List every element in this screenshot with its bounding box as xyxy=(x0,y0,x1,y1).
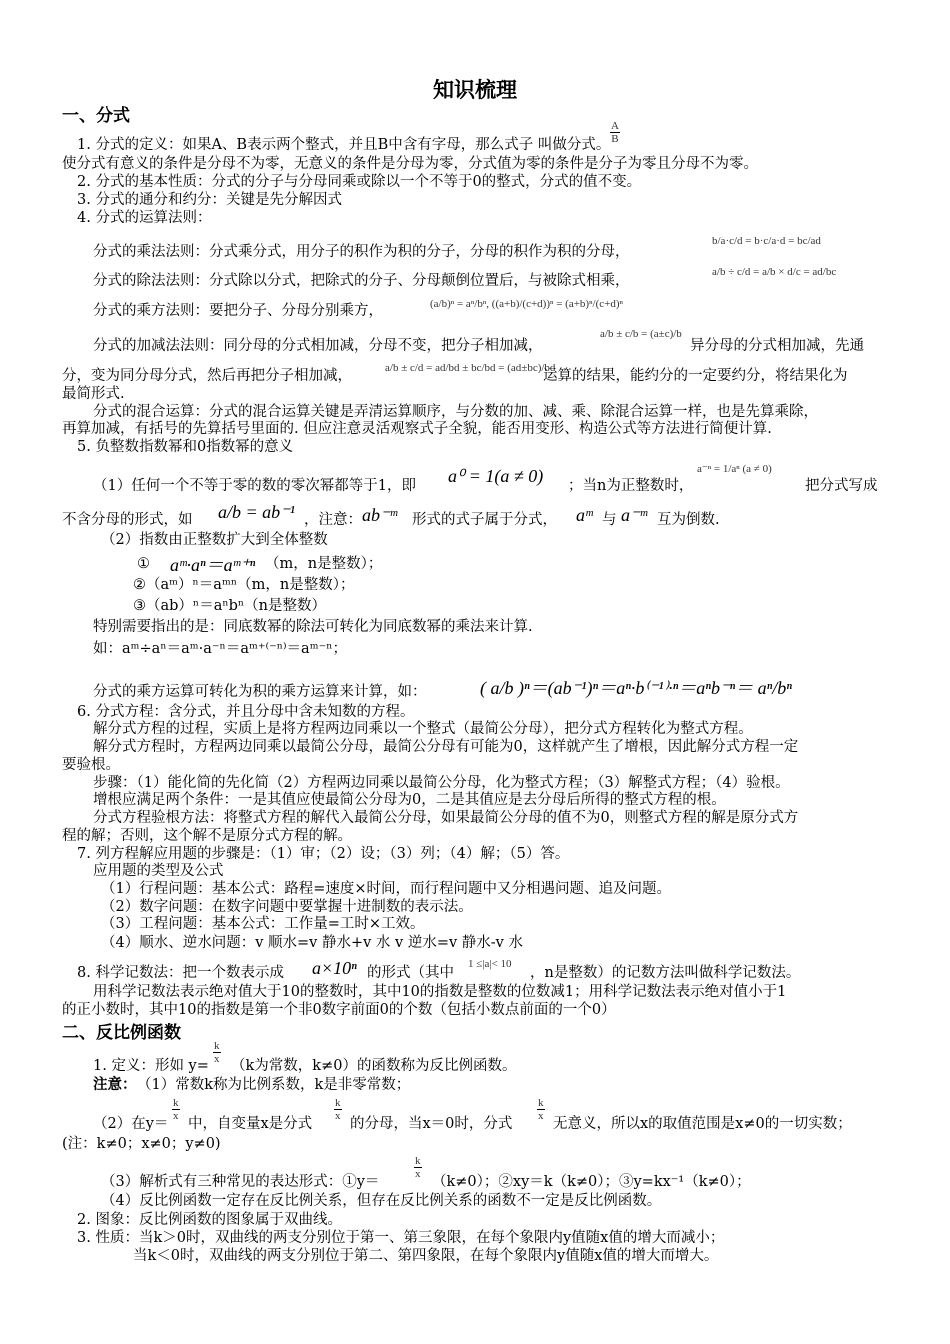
text-line: 当k＜0时，双曲线的两支分别位于第二、第四象限，在每个象限内y值随x值的增大而增大。 xyxy=(133,1248,719,1264)
text-line: （3）解析式有三种常见的表达形式：①y＝ xyxy=(101,1174,380,1190)
text-line: 分式的混合运算：分式的混合运算关键是弄清运算顺序，与分数的加、减、乘、除混合运算一样，也是先算乘除， xyxy=(93,404,818,420)
text-line: 3. 性质：当k＞0时，双曲线的两支分别位于第一、第三象限，在每个象限内y值随x值的增大而减小； xyxy=(77,1230,725,1246)
text-line: 使分式有意义的条件是分母不为零，无意义的条件是分母为零，分式值为零的条件是分子为零且分母不为零。 xyxy=(62,156,758,172)
text-line: （1）行程问题：基本公式：路程=速度×时间，而行程问题中又分相遇问题、追及问题。 xyxy=(101,881,672,897)
text-line: （1）任何一个不等于零的数的零次幂都等于1，即 xyxy=(93,478,416,494)
text-line: 2. 图象：反比例函数的图象属于双曲线。 xyxy=(77,1212,342,1228)
text-line: （2）在y＝ xyxy=(93,1116,169,1132)
note-label: 注意： xyxy=(93,1076,137,1093)
text-line: 与 xyxy=(602,512,617,528)
text-line: （k≠0）；②xy＝k（k≠0）；③y=kx⁻¹（k≠0）； xyxy=(432,1174,751,1190)
formula-power-example: ( a/b )ⁿ＝(ab⁻¹)ⁿ＝aⁿ·b⁽⁻¹⁾·ⁿ＝aⁿb⁻ⁿ＝ aⁿ/bⁿ xyxy=(480,678,792,698)
text-line: 特别需要指出的是：同底数幂的除法可转化为同底数幂的乘法来计算. xyxy=(93,619,533,635)
text-line: （2）指数由正整数扩大到全体整数 xyxy=(101,532,328,548)
text-line: 用科学记数法表示绝对值大于10的整数时，其中10的指数是整数的位数减1；用科学记数法表示绝对值小于1 xyxy=(93,984,787,1000)
text-line: 应用题的类型及公式 xyxy=(93,863,224,879)
text-line: 中，自变量x是分式 xyxy=(188,1116,313,1132)
formula-division: a/b ÷ c/d = a/b × d/c = ad/bc xyxy=(712,266,837,278)
text-line: 形式的式子属于分式， xyxy=(412,512,557,528)
text-line: 的形式（其中 xyxy=(367,965,454,981)
text-line: 4. 分式的运算法则： xyxy=(77,210,212,226)
text-line: 要验根。 xyxy=(62,757,120,773)
text-line: （1）常数k称为比例系数，k是非零常数； xyxy=(137,1077,411,1093)
text-line: 互为倒数. xyxy=(657,512,720,528)
text-line: 2. 分式的基本性质：分式的分子与分母同乘或除以一个不等于0的整式，分式的值不变。 xyxy=(77,174,642,190)
fraction-k-over-x: $\frac{k}{x}$ xyxy=(415,1155,421,1180)
text-line: 7. 列方程解应用题的步骤是：（1）审；（2）设；（3）列；（4）解；（5）答。 xyxy=(77,846,570,862)
section-heading-fractions: 一、分式 xyxy=(62,106,130,126)
fraction-k-over-x: $\frac{k}{x}$ xyxy=(538,1097,544,1122)
formula-add-same-denominator: a/b ± c/b = (a±c)/b xyxy=(600,328,682,340)
text-line: 3. 分式的通分和约分：关键是先分解因式 xyxy=(77,192,342,208)
text-line: 无意义，所以x的取值范围是x≠0的一切实数； xyxy=(553,1116,852,1132)
text-line: （m，n是整数）； xyxy=(265,556,383,572)
text-line: 步骤：（1）能化简的先化简（2）方程两边同乘以最简公分母，化为整式方程；（3）解整式方程；（4）验根。 xyxy=(93,775,790,791)
page-title: 知识梳理 xyxy=(433,78,517,102)
text-line: 1. 分式的定义：如果A、B表示两个整式，并且B中含有字母，那么式子 叫做分式。 xyxy=(77,137,611,153)
text-line: 1. 定义：形如 y= xyxy=(93,1058,209,1074)
text-line: 5. 负整数指数幂和0指数幂的意义 xyxy=(77,439,294,455)
formula-multiplication: b/a·c/d = b·c/a·d = bc/ad xyxy=(712,235,821,247)
text-line: 异分母的分式相加减，先通 xyxy=(690,338,864,354)
text-line: 的分母，当x＝0时，分式 xyxy=(350,1116,513,1132)
fraction-k-over-x: $\frac{k}{x}$ xyxy=(173,1097,179,1122)
text-line: 6. 分式方程：含分式，并且分母中含未知数的方程。 xyxy=(77,704,415,720)
text-line: 分式方程验根方法：将整式方程的解代入最简公分母，如果最简公分母的值不为0，则整式方程的解是原分式方 xyxy=(93,810,799,826)
text-line: 分式的加减法法则：同分母的分式相加减，分母不变，把分子相加减， xyxy=(93,338,543,354)
fraction-k-over-x: $\frac{k}{x}$ xyxy=(214,1040,220,1065)
text-line: ②（aᵐ）ⁿ＝aᵐⁿ（m，n是整数）； xyxy=(133,577,355,593)
formula-negative-power: a⁻ⁿ = 1/aⁿ (a ≠ 0) xyxy=(697,463,772,475)
text-line: 分，变为同分母分式，然后再把分子相加减， xyxy=(62,368,352,384)
text-line: 分式的乘法法则：分式乘分式，用分子的积作为积的分子，分母的积作为积的分母， xyxy=(93,244,630,260)
text-line: 最简形式. xyxy=(62,386,125,402)
text-line: 运算的结果，能约分的一定要约分，将结果化为 xyxy=(543,368,848,384)
formula-a-neg-m: a⁻ᵐ xyxy=(621,505,648,525)
text-line: 分式的乘方运算可转化为积的乘方运算来计算，如： xyxy=(93,684,427,700)
text-line: 不含分母的形式，如 xyxy=(62,512,193,528)
formula-example: a/b = ab⁻¹ xyxy=(218,502,296,522)
text-line: （4）顺水、逆水问题：v 顺水=v 静水+v 水 v 逆水=v 静水-v 水 xyxy=(101,935,523,951)
text-line: 解分式方程的过程，实质上是将方程两边同乘以一个整式（最简公分母），把分式方程转化为整式方程。 xyxy=(93,721,753,737)
formula-scientific: a×10ⁿ xyxy=(312,958,357,978)
text-line: 如：aᵐ÷aⁿ＝aᵐ·a⁻ⁿ＝aᵐ⁺⁽⁻ⁿ⁾＝aᵐ⁻ⁿ； xyxy=(93,641,348,657)
text-line: 增根应满足两个条件：一是其值应使最简公分母为0，二是其值应是去分母后所得的整式方程的根。 xyxy=(93,792,726,808)
text-line: 解分式方程时，方程两边同乘以最简公分母，最简公分母有可能为0，这样就产生了增根，因此解分式方程一定 xyxy=(93,739,799,755)
text-line: （4）反比例函数一定存在反比例关系，但存在反比例关系的函数不一定是反比例函数。 xyxy=(101,1193,662,1209)
formula-add-different-denominator: a/b ± c/d = ad/bd ± bc/bd = (ad±bc)/bd xyxy=(385,362,556,374)
text-line: 把分式写成 xyxy=(805,478,878,494)
text-line: 程的解；否则，这个解不是原分式方程的解。 xyxy=(62,828,352,844)
text-line: ，n是整数）的记数方法叫做科学记数法。 xyxy=(530,965,801,981)
text-line: （k为常数，k≠0）的函数称为反比例函数。 xyxy=(231,1058,517,1074)
section-heading-inverse-proportion: 二、反比例函数 xyxy=(62,1023,181,1043)
text-line: 分式的乘方法则：要把分子、分母分别乘方， xyxy=(93,303,383,319)
text-line: （2）数字问题：在数字问题中要掌握十进制数的表示法。 xyxy=(101,899,473,915)
formula-ab-neg-m: ab⁻ᵐ xyxy=(362,505,398,525)
formula-zero-power: a⁰ = 1(a ≠ 0) xyxy=(448,466,544,486)
text-line: ，注意： xyxy=(304,512,362,528)
text-line: (注：k≠0；x≠0；y≠0) xyxy=(62,1136,221,1152)
text-line: ③（ab）ⁿ＝aⁿbⁿ（n是整数） xyxy=(133,598,327,614)
text-line: 的正小数时，其中10的指数是第一个非0数字前面0的个数（包括小数点前面的一个0） xyxy=(62,1002,616,1018)
fraction-k-over-x: $\frac{k}{x}$ xyxy=(335,1097,341,1122)
text-line: ① xyxy=(137,556,150,572)
formula-rule-product: aᵐ·aⁿ＝aᵐ⁺ⁿ xyxy=(170,555,256,575)
fraction-A-over-B: $\frac{A}{B}$ xyxy=(611,120,619,145)
formula-scientific-range: 1 ≤|a|< 10 xyxy=(468,958,512,970)
text-line: 再算加减，有括号的先算括号里面的. 但应注意灵活观察式子全貌，能否用变形、构造公式等方法进行简便计算. xyxy=(62,421,772,437)
formula-a-m: aᵐ xyxy=(576,505,593,525)
text-line: ；当n为正整数时， xyxy=(568,478,694,494)
formula-power: (a/b)ⁿ = aⁿ/bⁿ, ((a+b)/(c+d))ⁿ = (a+b)ⁿ/(c+d)ⁿ xyxy=(430,298,623,310)
text-line: （3）工程问题：基本公式：工作量=工时×工效。 xyxy=(101,916,425,932)
text-line: 分式的除法法则：分式除以分式，把除式的分子、分母颠倒位置后，与被除式相乘， xyxy=(93,273,630,289)
text-line: 8. 科学记数法：把一个数表示成 xyxy=(77,965,284,981)
